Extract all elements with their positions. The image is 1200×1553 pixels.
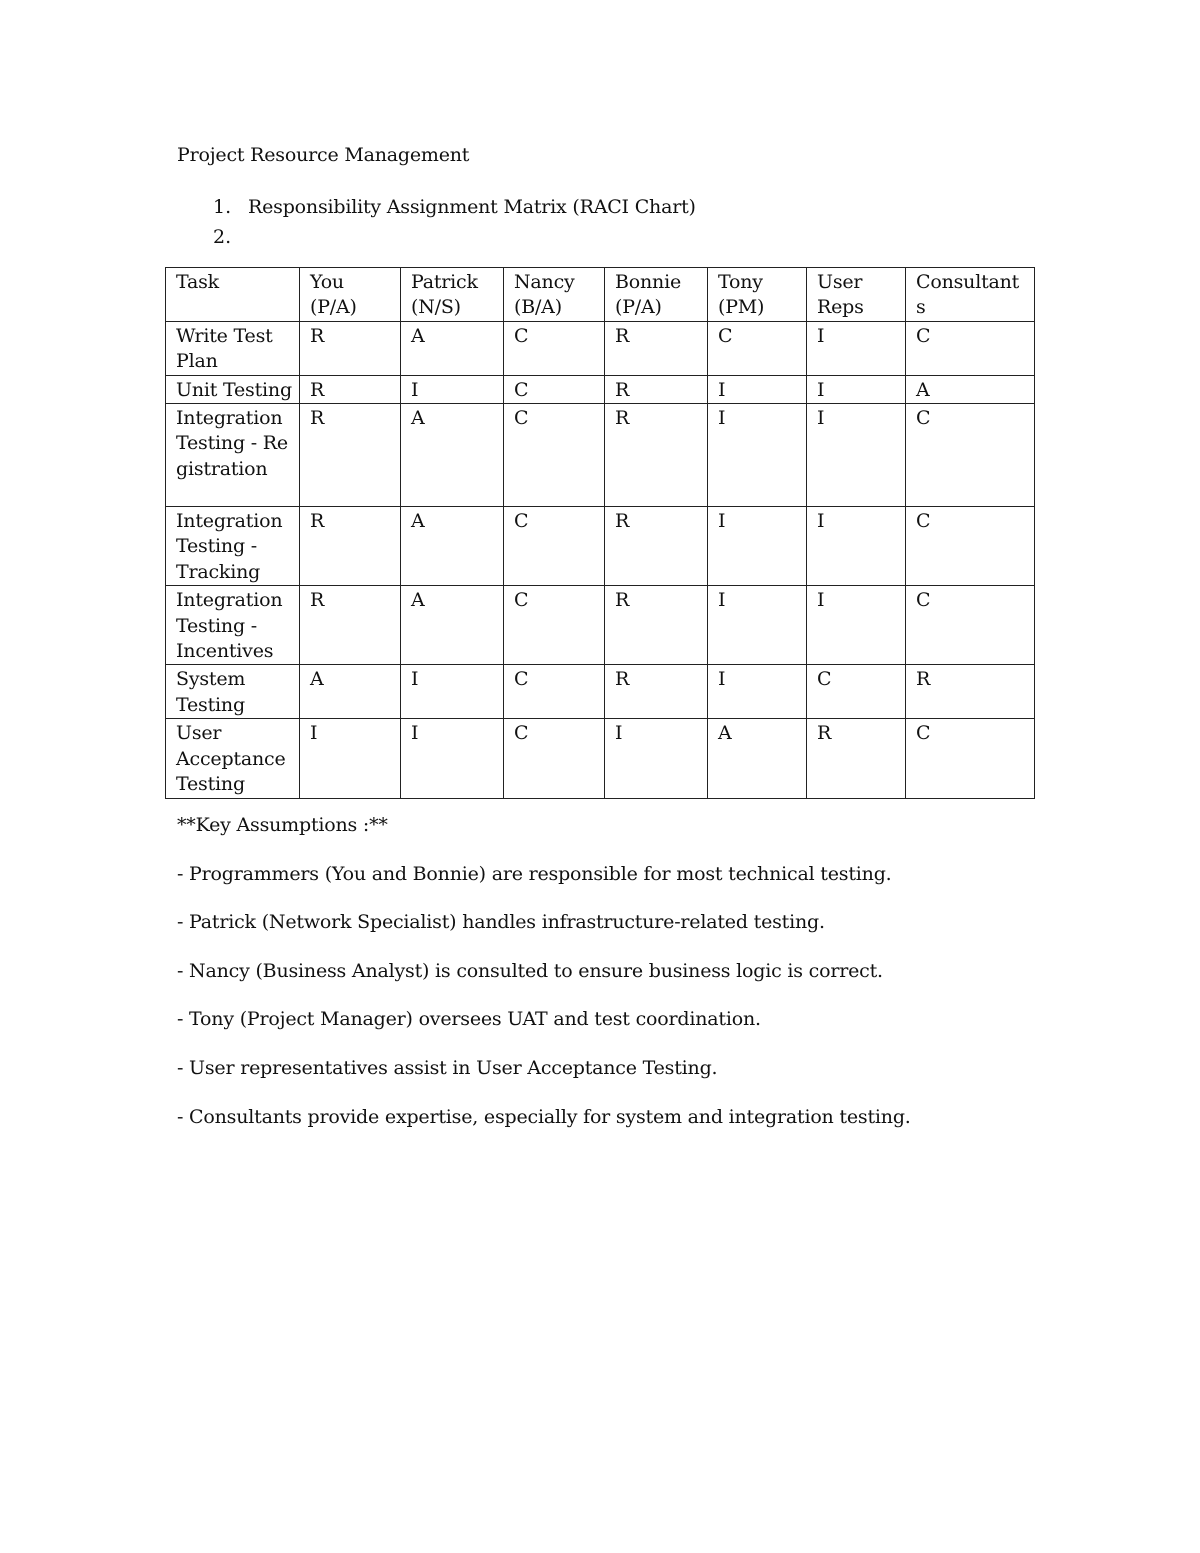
table-row	[166, 404, 1035, 507]
raci-cell: I	[708, 375, 807, 403]
key-assumptions	[177, 813, 911, 1153]
assumption-item: - Consultants provide expertise, especially for system and integration testing.	[177, 1105, 911, 1128]
task-cell: Integration Testing - Registration	[166, 404, 300, 507]
assumptions-heading: **Key Assumptions :**	[177, 814, 388, 836]
raci-cell: C	[504, 321, 605, 375]
raci-cell: C	[504, 586, 605, 665]
raci-cell: I	[401, 375, 504, 403]
task-cell: Write Test Plan	[166, 321, 300, 375]
raci-cell: C	[807, 665, 906, 719]
raci-cell: C	[906, 719, 1035, 798]
raci-cell: I	[401, 719, 504, 798]
header-task: Task	[166, 268, 300, 322]
raci-cell: R	[906, 665, 1035, 719]
raci-cell: R	[605, 665, 708, 719]
table-row	[166, 665, 1035, 719]
raci-cell: I	[401, 665, 504, 719]
raci-cell: C	[906, 586, 1035, 665]
raci-cell: I	[807, 375, 906, 403]
raci-cell: C	[504, 404, 605, 507]
numbered-list	[177, 192, 696, 252]
raci-cell: I	[807, 321, 906, 375]
raci-cell: C	[504, 507, 605, 586]
assumption-item: - Programmers (You and Bonnie) are responsible for most technical testing.	[177, 862, 892, 885]
header-user-reps: User Reps	[807, 268, 906, 322]
header-bonnie: Bonnie (P/A)	[605, 268, 708, 322]
table-header-row	[166, 268, 1035, 322]
list-number: 1.	[213, 196, 232, 218]
table-row	[166, 719, 1035, 798]
assumption-item: - Tony (Project Manager) oversees UAT and test coordination.	[177, 1008, 761, 1031]
task-cell: Integration Testing - Tracking	[166, 507, 300, 586]
header-you: You (P/A)	[300, 268, 401, 322]
raci-cell: I	[807, 507, 906, 586]
table-row	[166, 586, 1035, 665]
raci-cell: R	[605, 507, 708, 586]
raci-cell: I	[807, 586, 906, 665]
raci-cell: R	[300, 507, 401, 586]
task-cell: User Acceptance Testing	[166, 719, 300, 798]
raci-cell: I	[708, 665, 807, 719]
raci-cell: I	[708, 507, 807, 586]
raci-cell: R	[300, 404, 401, 507]
raci-cell: A	[401, 586, 504, 665]
header-consultants: Consultants	[906, 268, 1035, 322]
assumption-item: - User representatives assist in User Acceptance Testing.	[177, 1056, 718, 1079]
raci-cell: C	[906, 507, 1035, 586]
raci-cell: R	[605, 375, 708, 403]
raci-cell: A	[906, 375, 1035, 403]
raci-cell: R	[300, 321, 401, 375]
assumption-item: - Patrick (Network Specialist) handles infrastructure-related testing.	[177, 911, 825, 934]
raci-cell: C	[906, 321, 1035, 375]
raci-table	[165, 267, 1035, 799]
raci-cell: R	[300, 375, 401, 403]
list-text: Responsibility Assignment Matrix (RACI Chart)	[248, 196, 696, 218]
header-nancy: Nancy (B/A)	[504, 268, 605, 322]
task-cell: Unit Testing	[166, 375, 300, 403]
raci-cell: R	[300, 586, 401, 665]
raci-cell: R	[807, 719, 906, 798]
header-tony: Tony (PM)	[708, 268, 807, 322]
raci-cell: A	[401, 321, 504, 375]
task-cell: Integration Testing - Incentives	[166, 586, 300, 665]
raci-cell: I	[708, 404, 807, 507]
table-row	[166, 507, 1035, 586]
list-item	[177, 192, 696, 222]
list-item	[177, 222, 696, 252]
table-row	[166, 375, 1035, 403]
raci-cell: R	[605, 321, 708, 375]
page-title: Project Resource Management	[177, 144, 470, 166]
raci-cell: I	[300, 719, 401, 798]
raci-cell: A	[300, 665, 401, 719]
raci-cell: C	[708, 321, 807, 375]
raci-cell: A	[401, 404, 504, 507]
raci-cell: A	[708, 719, 807, 798]
list-number: 2.	[213, 226, 232, 248]
raci-cell: A	[401, 507, 504, 586]
raci-cell: C	[504, 665, 605, 719]
header-patrick: Patrick (N/S)	[401, 268, 504, 322]
raci-cell: I	[605, 719, 708, 798]
raci-cell: R	[605, 586, 708, 665]
assumption-item: - Nancy (Business Analyst) is consulted to ensure business logic is correct.	[177, 959, 883, 982]
raci-cell: C	[504, 719, 605, 798]
raci-cell: I	[708, 586, 807, 665]
raci-cell: I	[807, 404, 906, 507]
raci-cell: C	[504, 375, 605, 403]
raci-cell: R	[605, 404, 708, 507]
task-cell: System Testing	[166, 665, 300, 719]
raci-cell: C	[906, 404, 1035, 507]
table-row	[166, 321, 1035, 375]
